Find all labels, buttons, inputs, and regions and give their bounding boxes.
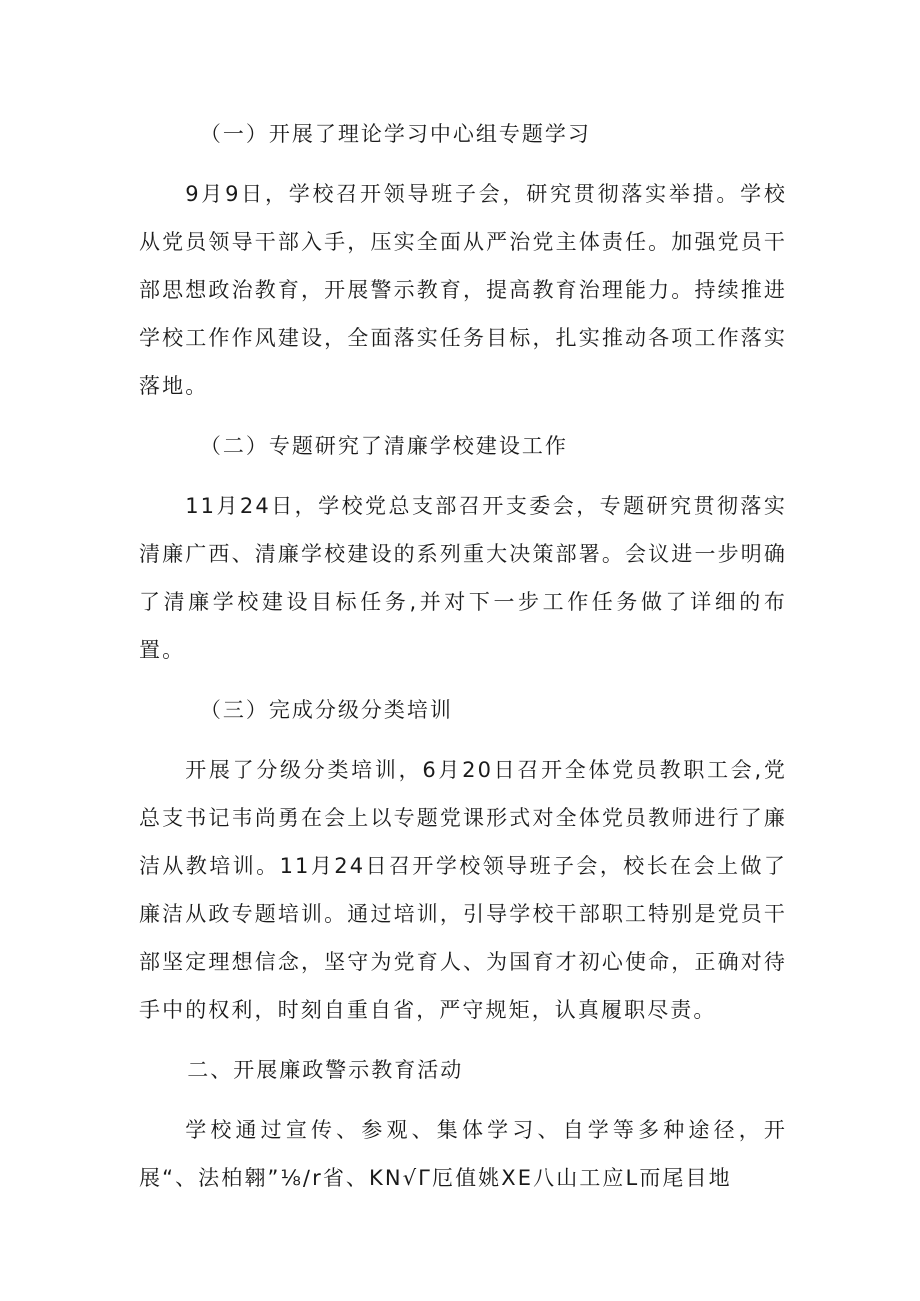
document-page <box>139 110 787 1202</box>
section-1-heading: （一）开展了理论学习中心组专题学习 <box>199 122 591 146</box>
section-4-body: 学校通过宣传、参观、集体学习、自学等多种途径，开展“、法柏翱”⅛∕r省、KN√Γ厄值姚XE八山工应L而尾目地 <box>139 1118 787 1190</box>
section-3-body: 开展了分级分类培训，6月20日召开全体党员教职工会,党总支书记韦尚勇在会上以专题党课形式对全体党员教师进行了廉洁从教培训。11月24日召开学校领导班子会，校长在会上做了廉洁从政专题培训。通过培训，引导学校干部职工特别是党员干部坚定理想信念，坚守为党育人、为国育才初心使命，正确对待手中的权利，时刻自重自省，严守规矩，认真履职尽责。 <box>139 758 787 1022</box>
section-1-body: 9月9日，学校召开领导班子会，研究贯彻落实举措。学校从党员领导干部入手，压实全面从严治党主体责任。加强党员干部思想政治教育，开展警示教育，提高教育治理能力。持续推进学校工作作风建设，全面落实任务目标，扎实推动各项工作落实落地。 <box>139 182 787 398</box>
section-4-heading: 二、开展廉政警示教育活动 <box>187 1058 464 1082</box>
section-2-heading: （二）专题研究了清廉学校建设工作 <box>199 434 568 458</box>
section-3-heading: （三）完成分级分类培训 <box>199 698 453 722</box>
section-2-body: 11月24日，学校党总支部召开支委会，专题研究贯彻落实清廉广西、清廉学校建设的系列重大决策部署。会议进一步明确了清廉学校建设目标任务,并对下一步工作任务做了详细的布置。 <box>139 494 787 662</box>
